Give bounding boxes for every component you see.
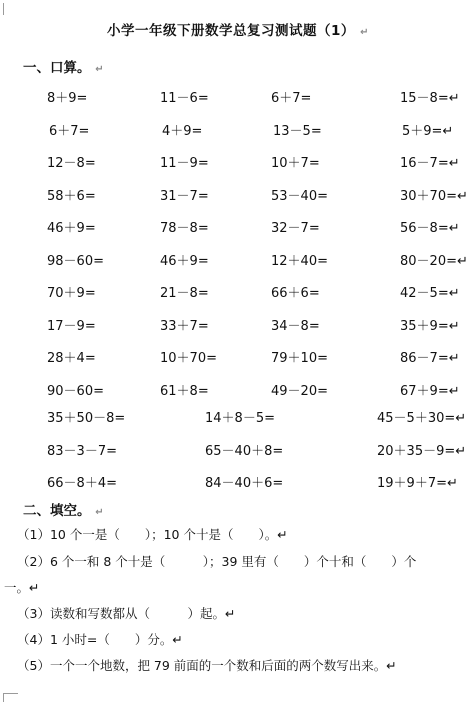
expression-cell: 6＋7= — [271, 91, 312, 106]
expression-cell: 66＋6= — [271, 286, 320, 301]
expression-cell: 67＋9=↵ — [400, 383, 460, 399]
expression-cell: 80－20=↵ — [400, 253, 468, 269]
expression-cell: 61＋8= — [160, 383, 209, 399]
fill-question-1: （1）10 个一是（ ）；10 个十是（ ）。↵ — [17, 527, 288, 542]
expression-cell: 35＋50－8= — [47, 411, 126, 426]
paragraph-mark-icon: ↵ — [360, 27, 369, 38]
expression-cell: 35＋9=↵ — [400, 318, 460, 334]
paragraph-mark-icon: ↵ — [95, 64, 104, 75]
expression-cell: 49－20= — [271, 383, 328, 399]
page-corner-mark-bottom — [3, 693, 18, 702]
expression-cell: 28＋4= — [47, 351, 96, 366]
expression-cell: 30＋70=↵ — [400, 188, 468, 204]
expression-cell: 17－9= — [47, 318, 96, 334]
fill-question-5: （5）一个一个地数，把 79 前面的一个数和后面的两个数写出来。↵ — [17, 658, 397, 673]
expression-cell: 10＋7= — [271, 156, 320, 171]
fill-question-2-continued: 一。↵ — [4, 580, 40, 595]
expression-cell: 13－5= — [273, 123, 322, 139]
expression-cell: 58＋6= — [47, 188, 96, 204]
expression-cell: 32－7= — [271, 221, 320, 236]
section2-heading-text: 二、填空。 — [23, 503, 91, 519]
expression-cell: 78－8= — [160, 221, 209, 236]
expression-cell: 15－8=↵ — [400, 91, 460, 106]
expression-cell: 79＋10= — [271, 351, 328, 366]
paragraph-mark-icon: ↵ — [95, 507, 104, 518]
expression-cell: 86－7=↵ — [400, 351, 460, 366]
expression-cell: 98－60= — [47, 253, 104, 269]
expression-cell: 20＋35－9=↵ — [377, 443, 467, 459]
expression-cell: 31－7= — [160, 188, 209, 204]
fill-question-3: （3）读数和写数都从（ ）起。↵ — [17, 606, 236, 621]
expression-cell: 16－7=↵ — [400, 156, 460, 171]
expression-cell: 12＋40= — [271, 253, 328, 269]
section1-heading — [23, 56, 104, 76]
expression-cell: 6＋7= — [49, 123, 90, 139]
expression-cell: 14＋8－5= — [205, 411, 275, 426]
fill-question-2: （2）6 个一和 8 个十是（ ）；39 里有（ ）个十和（ ）个 — [17, 554, 417, 569]
expression-cell: 70＋9= — [47, 286, 96, 301]
expression-cell: 33＋7= — [160, 318, 209, 334]
expression-cell: 12－8= — [47, 156, 96, 171]
expression-cell: 4＋9= — [162, 123, 203, 139]
title-text: 小学一年级下册数学总复习测试题（1） — [107, 23, 355, 39]
expression-cell: 19＋9＋7=↵ — [377, 476, 458, 491]
expression-cell: 46＋9= — [47, 221, 96, 236]
expression-cell: 90－60= — [47, 383, 104, 399]
expression-cell: 83－3－7= — [47, 443, 117, 459]
expression-cell: 65－40＋8= — [205, 443, 284, 459]
section1-heading-text: 一、口算。 — [23, 60, 91, 76]
expression-cell: 46＋9= — [160, 253, 209, 269]
expression-cell: 53－40= — [271, 188, 328, 204]
expression-cell: 34－8= — [271, 318, 320, 334]
expression-cell: 8＋9= — [47, 91, 88, 106]
expression-cell: 56－8=↵ — [400, 221, 460, 236]
page-corner-mark-top — [3, 3, 16, 15]
expression-cell: 21－8= — [160, 286, 209, 301]
expression-cell: 10＋70= — [160, 351, 217, 366]
expression-cell: 45－5＋30=↵ — [377, 411, 467, 426]
fill-question-4: （4）1 小时=（ ）分。↵ — [17, 632, 183, 647]
expression-cell: 5＋9=↵ — [402, 123, 454, 139]
expression-cell: 42－5=↵ — [400, 286, 460, 301]
expression-cell: 11－6= — [160, 91, 209, 106]
page-title — [0, 19, 476, 39]
expression-cell: 11－9= — [160, 156, 209, 171]
expression-cell: 84－40＋6= — [205, 476, 284, 491]
section2-heading — [23, 499, 104, 519]
expression-cell: 66－8＋4= — [47, 476, 117, 491]
